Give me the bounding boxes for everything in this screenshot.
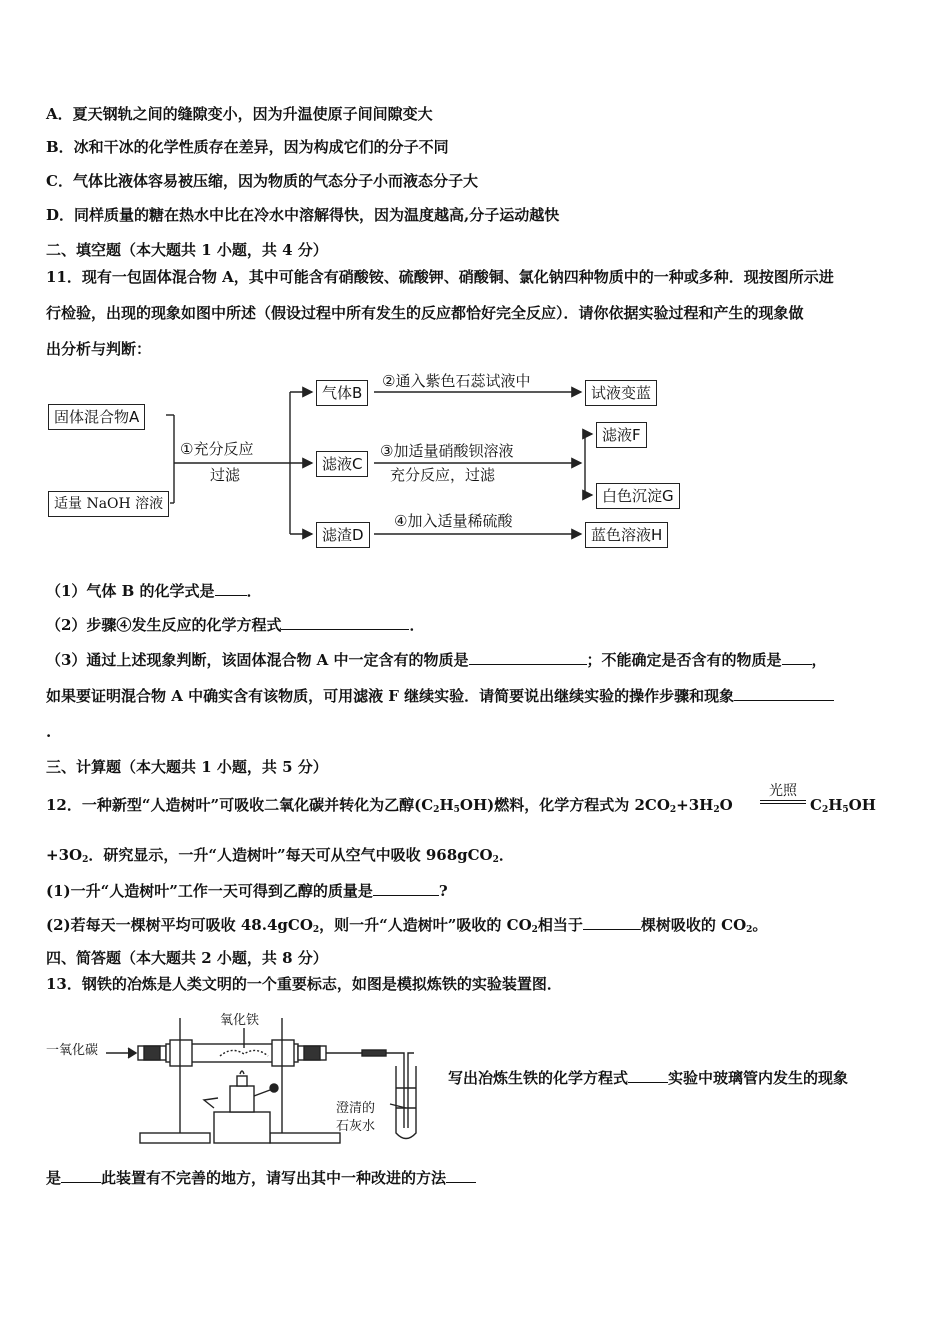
q11-sub3: （3）通过上述现象判断，该固体混合物 A 中一定含有的物质是 ；不能确定是否含有的物质是 ， [46, 651, 827, 669]
label-step3-filter: 充分反应，过滤 [390, 466, 496, 484]
answer-blank[interactable] [373, 881, 439, 896]
section2-heading: 二、填空题（本大题共 1 小题，共 4 分） [46, 241, 328, 259]
label-step3-add: ③加适量硝酸钡溶液 [380, 442, 514, 460]
label-step2: ②通入紫色石蕊试液中 [382, 372, 531, 390]
q11-text-line1: 11．现有一包固体混合物 A，其中可能含有硝酸铵、硫酸钾、硝酸铜、氯化钠四种物质中的一种或多种．现按图所示进 [46, 268, 834, 286]
q10-option-b: B．冰和干冰的化学性质存在差异，因为构成它们的分子不同 [46, 138, 449, 156]
answer-blank[interactable] [583, 915, 641, 930]
q11-text-line2: 行检验，出现的现象如图中所述（假设过程中所有发生的反应都恰好完全反应）．请你依据实验过程和产生的现象做 [46, 304, 804, 322]
q11-text-line3: 出分析与判断： [46, 340, 152, 358]
box-solution-turns-blue: 试液变蓝 [585, 380, 657, 406]
q11-sub3-dot: . [46, 723, 52, 741]
q12-line2: $+3O_2$．研究显示，一升“人造树叶”每天可从空气中吸收 968gCO$_2$． [46, 846, 514, 865]
q12-intro: 12．一种新型“人造树叶”可吸收二氧化碳并转化为乙醇$(C_2H_5OH)$燃料，化学方程式为 $2CO_2+3H_2O$ [46, 796, 733, 815]
reaction-arrow-line [760, 800, 806, 801]
q10-option-c: C．气体比液体容易被压缩，因为物质的气态分子小而液态分子大 [46, 172, 478, 190]
q10-option-d: D．同样质量的糖在热水中比在冷水中溶解得快，因为温度越高,分子运动越快 [46, 206, 560, 224]
label-step1-react: ①充分反应 [180, 440, 254, 458]
answer-blank[interactable] [628, 1068, 668, 1083]
q11-sub1: （1）气体 B 的化学式是 ． [46, 582, 262, 600]
box-filtrate-c: 滤液C [316, 451, 368, 477]
box-residue-d: 滤渣D [316, 522, 370, 548]
q12-sub1: (1)一升“人造树叶”工作一天可得到乙醇的质量是 ? [46, 882, 448, 900]
answer-blank[interactable] [469, 650, 587, 665]
box-naoh-solution: 适量 NaOH 溶液 [48, 491, 169, 517]
q11-sub2: （2）步骤④发生反应的化学方程式 ． [46, 616, 425, 634]
label-iron-oxide: 氧化铁 [220, 1013, 260, 1028]
section4-heading: 四、简答题（本大题共 2 小题，共 8 分） [46, 949, 328, 967]
reaction-condition-light: 光照 [769, 783, 797, 799]
answer-blank[interactable] [782, 650, 812, 665]
label-step1-filter: 过滤 [210, 466, 241, 484]
box-filtrate-f: 滤液F [596, 422, 647, 448]
label-limewater-2: 石灰水 [336, 1119, 376, 1134]
box-gas-b: 气体B [316, 380, 368, 406]
box-white-precipitate-g: 白色沉淀G [596, 483, 680, 509]
answer-blank[interactable] [446, 1168, 476, 1183]
section3-heading: 三、计算题（本大题共 1 小题，共 5 分） [46, 758, 328, 776]
q11-sub3-line2: 如果要证明混合物 A 中确实含有该物质，可用滤液 F 继续实验．请简要说出继续实验的操作步骤和现象 [46, 686, 834, 706]
q10-option-a: A．夏天钢轨之间的缝隙变小，因为升温使原子间间隙变大 [46, 105, 433, 123]
answer-blank[interactable] [281, 615, 409, 630]
answer-blank[interactable] [61, 1168, 101, 1183]
q12-product: $C_2H_5OH$ [810, 796, 876, 815]
label-carbon-monoxide: 一氧化碳 [46, 1043, 99, 1058]
q13-text-bottom: 是 此装置有不完善的地方，请写出其中一种改进的方法 [46, 1168, 476, 1188]
reaction-arrow-line [760, 803, 806, 804]
box-solid-mixture-a: 固体混合物A [48, 404, 145, 430]
q13-text-right: 写出冶炼生铁的化学方程式 实验中玻璃管内发生的现象 [448, 1069, 849, 1087]
answer-blank[interactable] [215, 581, 247, 596]
label-limewater-1: 澄清的 [336, 1101, 376, 1116]
box-blue-solution-h: 蓝色溶液H [585, 522, 668, 548]
q12-sub2: (2)若每天一棵树平均可吸收 48.4gCO$_2$，则一升“人造树叶”吸收的 $CO_2$相当于 棵树吸收的 $CO_2$。 [46, 916, 768, 935]
answer-blank[interactable] [734, 686, 834, 701]
q13-intro: 13．钢铁的冶炼是人类文明的一个重要标志，如图是模拟炼铁的实验装置图． [46, 975, 562, 993]
label-step4: ④加入适量稀硫酸 [394, 512, 513, 530]
